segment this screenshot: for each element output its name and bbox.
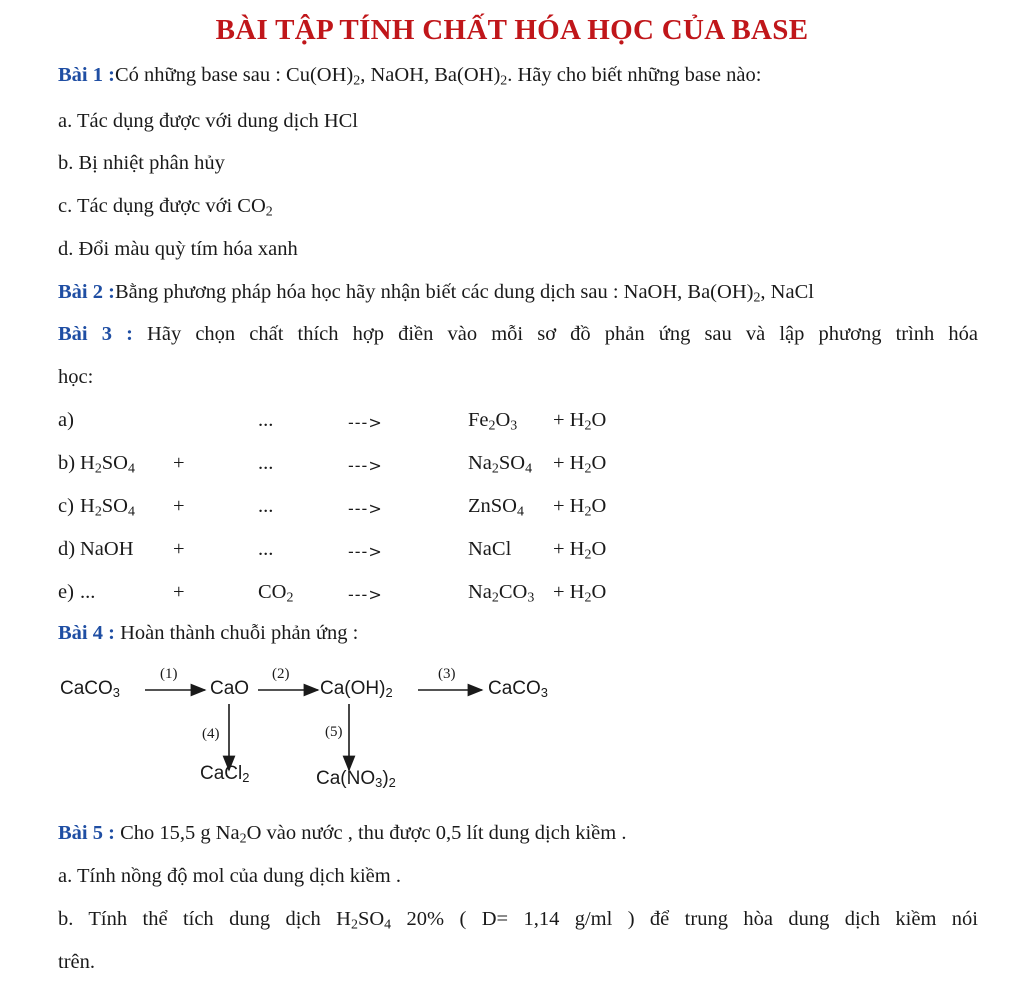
product-2: + $H_2O$ bbox=[553, 495, 607, 520]
step-label-1: (1) bbox=[160, 666, 178, 682]
reaction-row-e bbox=[58, 581, 758, 613]
exercise-3-question: Bài 3 : Hãy chọn chất thích hợp điền vào mỗi sơ đồ phản ứng sau và lập phương trình hóa bbox=[58, 323, 979, 345]
product-2: + $H_2O$ bbox=[553, 538, 607, 563]
product-1: ZnSO$_4$ bbox=[468, 495, 524, 520]
reaction-chain-diagram bbox=[0, 660, 620, 810]
reaction-row-b bbox=[58, 452, 758, 484]
reaction-id: a) bbox=[58, 409, 74, 431]
node-caoh2: $Ca(OH)_2$ bbox=[320, 678, 393, 701]
reaction-id: e) bbox=[58, 581, 74, 603]
reaction-id: d) bbox=[58, 538, 76, 560]
exercise-2-question: Bài 2 :Bằng phương pháp hóa học hãy nhận biết các dung dịch sau : NaOH, $Ba(OH)_2$, NaCl bbox=[58, 281, 814, 306]
plus-sign: + bbox=[173, 538, 185, 560]
page-title: BÀI TẬP TÍNH CHẤT HÓA HỌC CỦA BASE bbox=[215, 14, 809, 46]
reaction-row-c bbox=[58, 495, 758, 527]
exercise-4-question: Bài 4 : Hoàn thành chuỗi phản ứng : bbox=[58, 622, 359, 644]
reactant-2: ... bbox=[258, 452, 274, 474]
exercise-3-question-cont: học: bbox=[58, 366, 94, 388]
reactant-2: $CO_2$ bbox=[258, 581, 294, 606]
exercise-1-item-b: b. Bị nhiệt phân hủy bbox=[58, 152, 225, 174]
product-1: NaCl bbox=[468, 538, 512, 560]
reaction-row-a bbox=[58, 409, 758, 441]
exercise-3-label: Bài 3 : bbox=[58, 323, 133, 345]
reaction-arrow: ---> bbox=[348, 585, 383, 604]
exercise-5-label: Bài 5 : bbox=[58, 822, 115, 844]
exercise-5-item-a: a. Tính nồng độ mol của dung dịch kiềm . bbox=[58, 865, 401, 887]
node-cacl2: CaCl$_2$ bbox=[200, 763, 250, 786]
product-1: $Na_2CO_3$ bbox=[468, 581, 535, 606]
exercise-1-item-d: d. Đổi màu quỳ tím hóa xanh bbox=[58, 238, 298, 260]
reactant-2: ... bbox=[258, 495, 274, 517]
plus-sign: + bbox=[173, 581, 185, 603]
exercise-1-question: Bài 1 :Có những base sau : $Cu(OH)_2$, NaOH, $Ba(OH)_2$. Hãy cho biết những base nào: bbox=[58, 64, 762, 89]
node-cano3: $Ca(NO_3)_2$ bbox=[316, 768, 396, 791]
exercise-1-item-a: a. Tác dụng được với dung dịch HCl bbox=[58, 110, 359, 132]
product-2: + $H_2O$ bbox=[553, 409, 607, 434]
exercise-1-label: Bài 1 : bbox=[58, 64, 115, 86]
reactant-1: NaOH bbox=[80, 538, 134, 560]
reactant-1: ... bbox=[80, 581, 96, 603]
product-2: + $H_2O$ bbox=[553, 452, 607, 477]
exercise-2-label: Bài 2 : bbox=[58, 281, 115, 303]
plus-sign: + bbox=[173, 495, 185, 517]
step-label-3: (3) bbox=[438, 666, 456, 682]
reaction-arrow: ---> bbox=[348, 499, 383, 518]
reaction-arrow: ---> bbox=[348, 413, 383, 432]
product-2: + $H_2O$ bbox=[553, 581, 607, 606]
product-1: $Fe_2O_3$ bbox=[468, 409, 518, 434]
reactant-2: ... bbox=[258, 409, 274, 431]
reaction-id: c) bbox=[58, 495, 74, 517]
exercise-5-item-b-cont: trên. bbox=[58, 951, 95, 973]
reactant-2: ... bbox=[258, 538, 274, 560]
reactant-1: $H_2SO_4$ bbox=[80, 495, 135, 520]
plus-sign: + bbox=[173, 452, 185, 474]
node-caco3-start: CaCO$_3$ bbox=[60, 678, 120, 701]
exercise-5-item-b: b. Tính thể tích dung dịch $H_2SO_4$ 20% ( D= 1,14 g/ml ) để trung hòa dung dịch kiềm nói bbox=[58, 908, 978, 933]
step-label-4: (4) bbox=[202, 726, 220, 742]
reaction-id: b) bbox=[58, 452, 76, 474]
reactant-1: $H_2SO_4$ bbox=[80, 452, 135, 477]
reaction-row-d bbox=[58, 538, 758, 570]
exercise-4-label: Bài 4 : bbox=[58, 622, 115, 644]
exercise-1-item-c: c. Tác dụng được với $CO_2$ bbox=[58, 195, 273, 220]
reaction-arrow: ---> bbox=[348, 456, 383, 475]
exercise-5-question: Bài 5 : Cho 15,5 g $Na_2O$ vào nước , thu được 0,5 lít dung dịch kiềm . bbox=[58, 822, 627, 847]
reaction-arrow: ---> bbox=[348, 542, 383, 561]
step-label-5: (5) bbox=[325, 724, 343, 740]
step-label-2: (2) bbox=[272, 666, 290, 682]
product-1: $Na_2SO_4$ bbox=[468, 452, 533, 477]
node-cao: CaO bbox=[210, 678, 250, 699]
node-caco3-end: CaCO$_3$ bbox=[488, 678, 548, 701]
